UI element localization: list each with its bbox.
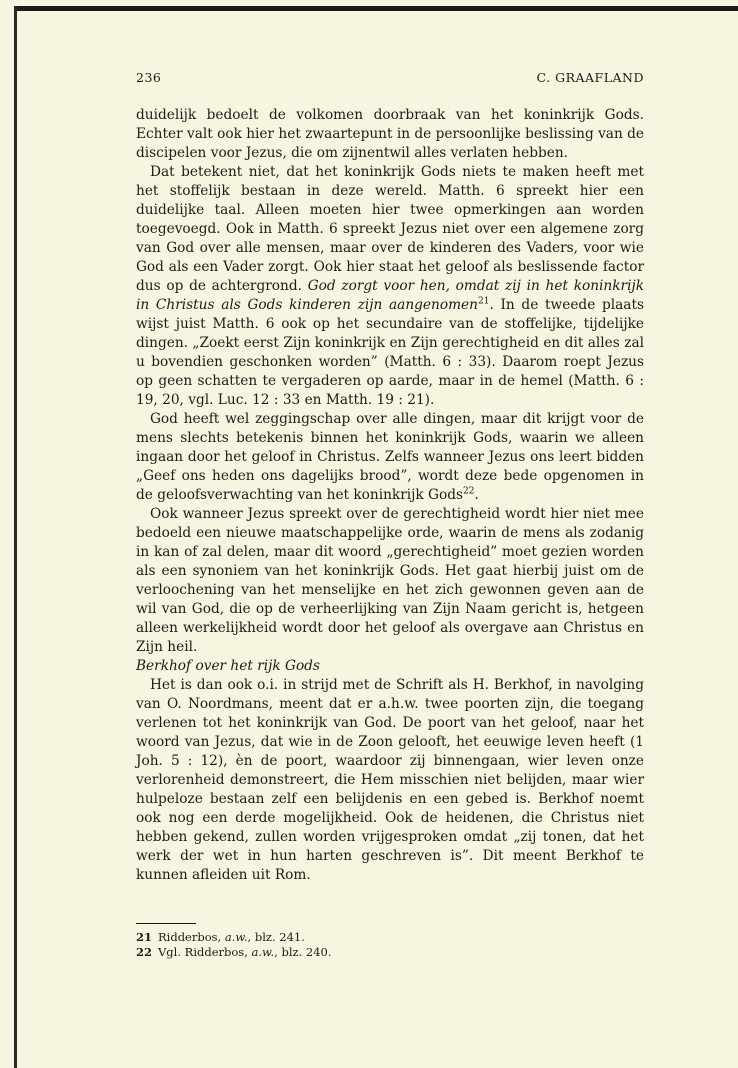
page-number: 236: [136, 70, 162, 85]
paragraph-3: [136, 410, 644, 505]
footnote-22: [136, 945, 644, 960]
footnote-number: 21: [136, 930, 153, 944]
running-head-author: C. GRAAFLAND: [536, 70, 644, 85]
paragraph-3-end: .: [474, 487, 479, 503]
footnote-text: [158, 930, 305, 945]
footnote-author: Ridderbos,: [158, 930, 225, 944]
scan-border-top: [14, 6, 738, 11]
footnote-abbrev: a.w.: [224, 930, 248, 944]
paragraph-1: duidelijk bedoelt de volkomen doorbraak van het koninkrijk Gods. Echter valt ook hier het zwaartepunt in de persoonlijke beslissing van de discipelen voor Jezus, die om zijnentwil alles verlaten hebben.: [136, 107, 644, 161]
paragraph-5: Het is dan ook o.i. in strijd met de Schrift als H. Berkhof, in navolging van O. Noordmans, meent dat er a.h.w. twee poorten zijn, die toegang verlenen tot het koninkrijk van God. De poort van het geloof, naar het woord van Jezus, dat wie in de Zoon gelooft, het eeuwige leven heeft (1 Joh. 5 : 12), èn de poort, waardoor zij binnengaan, wier leven onze verlorenheid demonstreert, die Hem misschien niet belijden, maar wier hulpeloze bestaan zelf een belijdenis en een gebed is. Berkhof noemt ook nog een derde mogelijkheid. Ook de heidenen, die Christus niet hebben gekend, zullen worden vrijgesproken omdat „zij tonen, dat het werk der wet in hun harten geschreven is”. Dit meent Berkhof te kunnen afleiden uit Rom.: [136, 677, 644, 883]
body-text: [136, 106, 644, 885]
footnote-page: , blz. 241.: [247, 930, 305, 944]
paragraph-3-text: God heeft wel zeggingschap over alle dingen, maar dit krijgt voor de mens slechts betekenis binnen het koninkrijk Gods, waarin we alleen ingaan door het geloof in Christus. Zelfs wanneer Jezus ons leert bidden „Geef ons heden ons dagelijks brood”, wordt deze bede opgenomen in de geloofsverwachting van het koninkrijk Gods: [136, 411, 644, 503]
scan-border-left: [14, 6, 17, 1068]
book-page: [136, 70, 644, 960]
footnote-rule: [136, 923, 196, 924]
paragraph-4: Ook wanneer Jezus spreekt over de gerechtigheid wordt hier niet mee bedoeld een nieuwe maatschappelijke orde, waarin de mens als zodanig in kan of zal delen, maar dit woord „gerechtigheid” moet gezien worden als een synoniem van het koninkrijk Gods. Het gaat hierbij juist om de verloochening van het menselijke en het zich gewonnen geven aan de wil van God, die op de verheerlijking van Zijn Naam gericht is, hetgeen alleen werkelijkheid wordt door het geloof als overgave aan Christus en Zijn heil.: [136, 506, 644, 655]
paragraph-2-italic-quote: God zorgt voor hen, omdat zij in het koninkrijk in Christus als Gods kinderen zijn aangenomen: [136, 278, 644, 313]
section-heading: Berkhof over het rijk Gods: [136, 658, 320, 674]
paragraph-2-continuation: . In de tweede plaats wijst juist Matth. 6 ook op het secundaire van de stoffelijke, tijdelijke dingen. „Zoekt eerst Zijn koninkrijk en Zijn gerechtigheid en dit alles zal u bovendien geschonken worden” (Matth. 6 : 33). Daarom roept Jezus op geen schatten te vergaderen op aarde, maar in de hemel (Matth. 6 : 19, 20, vgl. Luc. 12 : 33 en Matth. 19 : 21).: [136, 297, 644, 408]
paragraph-2: [136, 163, 644, 410]
footnotes: [136, 923, 644, 960]
footnote-text: [158, 945, 332, 960]
footnote-ref-22: 22: [463, 486, 475, 497]
footnote-ref-21: 21: [477, 296, 490, 307]
footnote-number: 22: [136, 945, 153, 959]
running-header: [136, 70, 644, 88]
footnote-21: [136, 930, 644, 945]
footnote-abbrev: a.w.: [251, 945, 275, 959]
footnote-page: , blz. 240.: [274, 945, 332, 959]
paragraph-2-text: Dat betekent niet, dat het koninkrijk Gods niets te maken heeft met het stoffelijk bestaan in deze wereld. Matth. 6 spreekt hier een duidelijke taal. Alleen moeten hier twee opmerkingen aan worden toegevoegd. Ook in Matth. 6 spreekt Jezus niet over een algemene zorg van God over alle mensen, maar over de kinderen des Vaders, voor wie God als een Vader zorgt. Ook hier staat het geloof als beslissende factor dus op de achtergrond.: [136, 164, 644, 294]
footnote-author: Vgl. Ridderbos,: [158, 945, 252, 959]
